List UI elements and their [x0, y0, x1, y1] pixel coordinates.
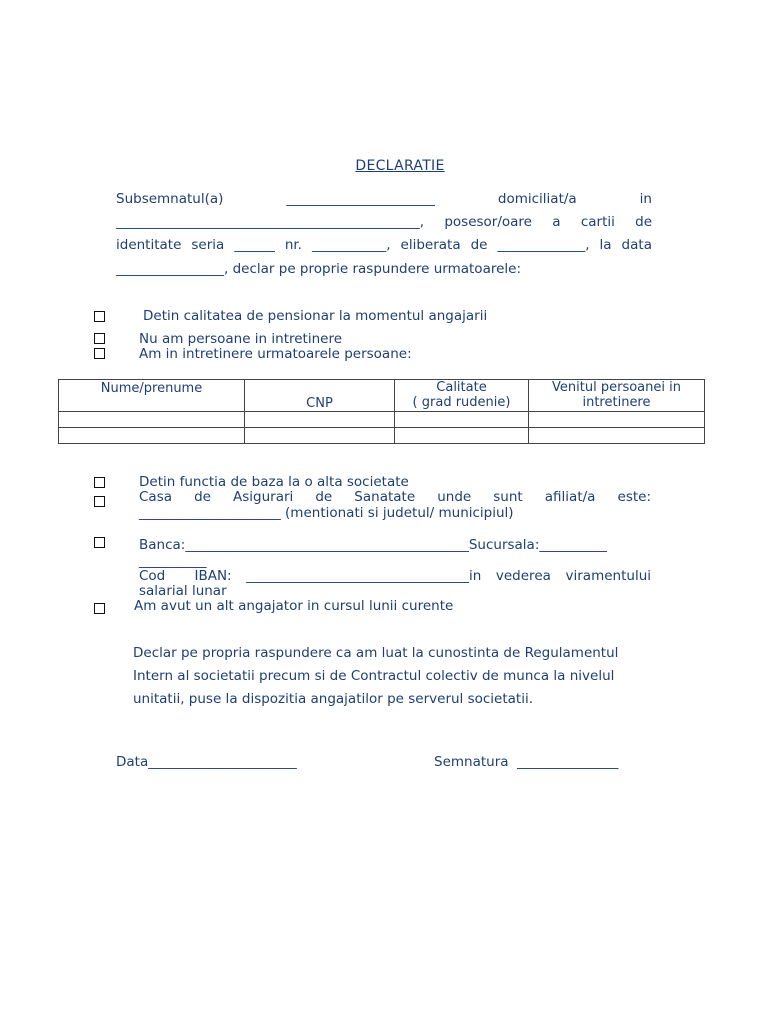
word: posesor/oare	[444, 214, 532, 230]
signature-field[interactable]: Semnatura _______________	[434, 754, 619, 770]
word: _________________________________in	[246, 568, 482, 584]
header-text: intretinere	[582, 395, 651, 410]
header-text: Nume/prenume	[100, 381, 203, 396]
word: de	[635, 214, 653, 230]
health-insurance-line-2: _____________________ (mentionati si judetul/ municipiul)	[139, 505, 514, 521]
table-cell[interactable]	[529, 412, 705, 428]
dependents-table	[58, 379, 705, 444]
word: viramentului	[565, 568, 651, 584]
word: ______________________	[286, 191, 435, 207]
other-employer-label: Am avut un alt angajator in cursul lunii curente	[134, 598, 454, 614]
bank-checkbox[interactable]	[94, 537, 105, 548]
word: sunt	[493, 489, 523, 505]
word: _____________,	[497, 237, 590, 253]
declaration-line: Declar pe propria raspundere ca am luat la cunostinta de Regulamentul	[133, 645, 619, 661]
bank-line-continued: __________	[139, 553, 207, 569]
word: la data	[599, 237, 652, 253]
column-header-relation	[395, 380, 529, 412]
word: nr.	[284, 237, 302, 253]
intro-line-4: ________________, declar pe proprie raspundere urmatoarele:	[116, 261, 522, 277]
main-job-checkbox[interactable]	[94, 477, 105, 488]
main-job-label: Detin functia de baza la o alta societate	[139, 474, 409, 490]
table-header-row	[59, 380, 705, 412]
word: de	[194, 489, 211, 505]
intro-line-3	[116, 235, 652, 255]
word: de	[315, 489, 333, 505]
word: in	[639, 191, 652, 207]
dependents-checkbox[interactable]	[94, 348, 105, 359]
column-header-cnp	[245, 380, 395, 412]
pensionar-checkbox[interactable]	[94, 311, 105, 322]
table-row	[59, 428, 705, 444]
word: identitate seria	[116, 237, 225, 253]
declaration-line: unitatii, puse la dispozitia angajatilor pe serverul societatii.	[133, 691, 534, 707]
date-field[interactable]: Data______________________	[116, 754, 297, 770]
word: Sanatate	[354, 489, 416, 505]
word: domiciliat/a	[497, 191, 577, 207]
pensionar-label: Detin calitatea de pensionar la momentul angajarii	[143, 308, 488, 324]
intro-line-2	[116, 212, 652, 232]
word: Cod IBAN:	[139, 568, 232, 584]
dependents-label: Am in intretinere urmatoarele persoane:	[139, 346, 412, 362]
iban-line-2: salarial lunar	[139, 583, 227, 599]
header-text: Venitul persoanei in	[552, 380, 681, 395]
word: _____________________________________________,	[116, 214, 425, 230]
table-cell[interactable]	[395, 412, 529, 428]
document-title: DECLARATIE	[355, 158, 445, 174]
word: eliberata de	[400, 237, 488, 253]
word: este:	[617, 489, 652, 505]
table-row	[59, 412, 705, 428]
no-dependents-checkbox[interactable]	[94, 333, 105, 344]
word: Asigurari	[233, 489, 294, 505]
health-insurance-checkbox[interactable]	[94, 496, 105, 507]
no-dependents-label: Nu am persoane in intretinere	[139, 331, 343, 347]
table-cell[interactable]	[59, 428, 245, 444]
table-cell[interactable]	[59, 412, 245, 428]
declaration-line: Intern al societatii precum si de Contractul colectiv de munca la nivelul	[133, 668, 615, 684]
intro-line-1	[116, 189, 652, 209]
header-text: CNP	[306, 396, 333, 411]
bank-line: Banca:__________________________________________Sucursala:__________	[139, 537, 607, 553]
word: Casa	[139, 489, 173, 505]
word: a	[552, 214, 561, 230]
table-cell[interactable]	[245, 428, 395, 444]
declaration-paragraph	[133, 642, 653, 711]
word: Subsemnatul(a)	[116, 191, 224, 207]
word: ______	[234, 237, 275, 253]
table-cell[interactable]	[245, 412, 395, 428]
word: vederea	[495, 568, 551, 584]
word: cartii	[580, 214, 615, 230]
column-header-name	[59, 380, 245, 412]
word: afiliat/a	[544, 489, 596, 505]
word: unde	[437, 489, 472, 505]
table-cell[interactable]	[529, 428, 705, 444]
header-text: ( grad rudenie)	[412, 395, 511, 410]
column-header-income	[529, 380, 705, 412]
word: ___________,	[311, 237, 391, 253]
header-text: Calitate	[436, 380, 487, 395]
other-employer-checkbox[interactable]	[94, 603, 105, 614]
table-cell[interactable]	[395, 428, 529, 444]
